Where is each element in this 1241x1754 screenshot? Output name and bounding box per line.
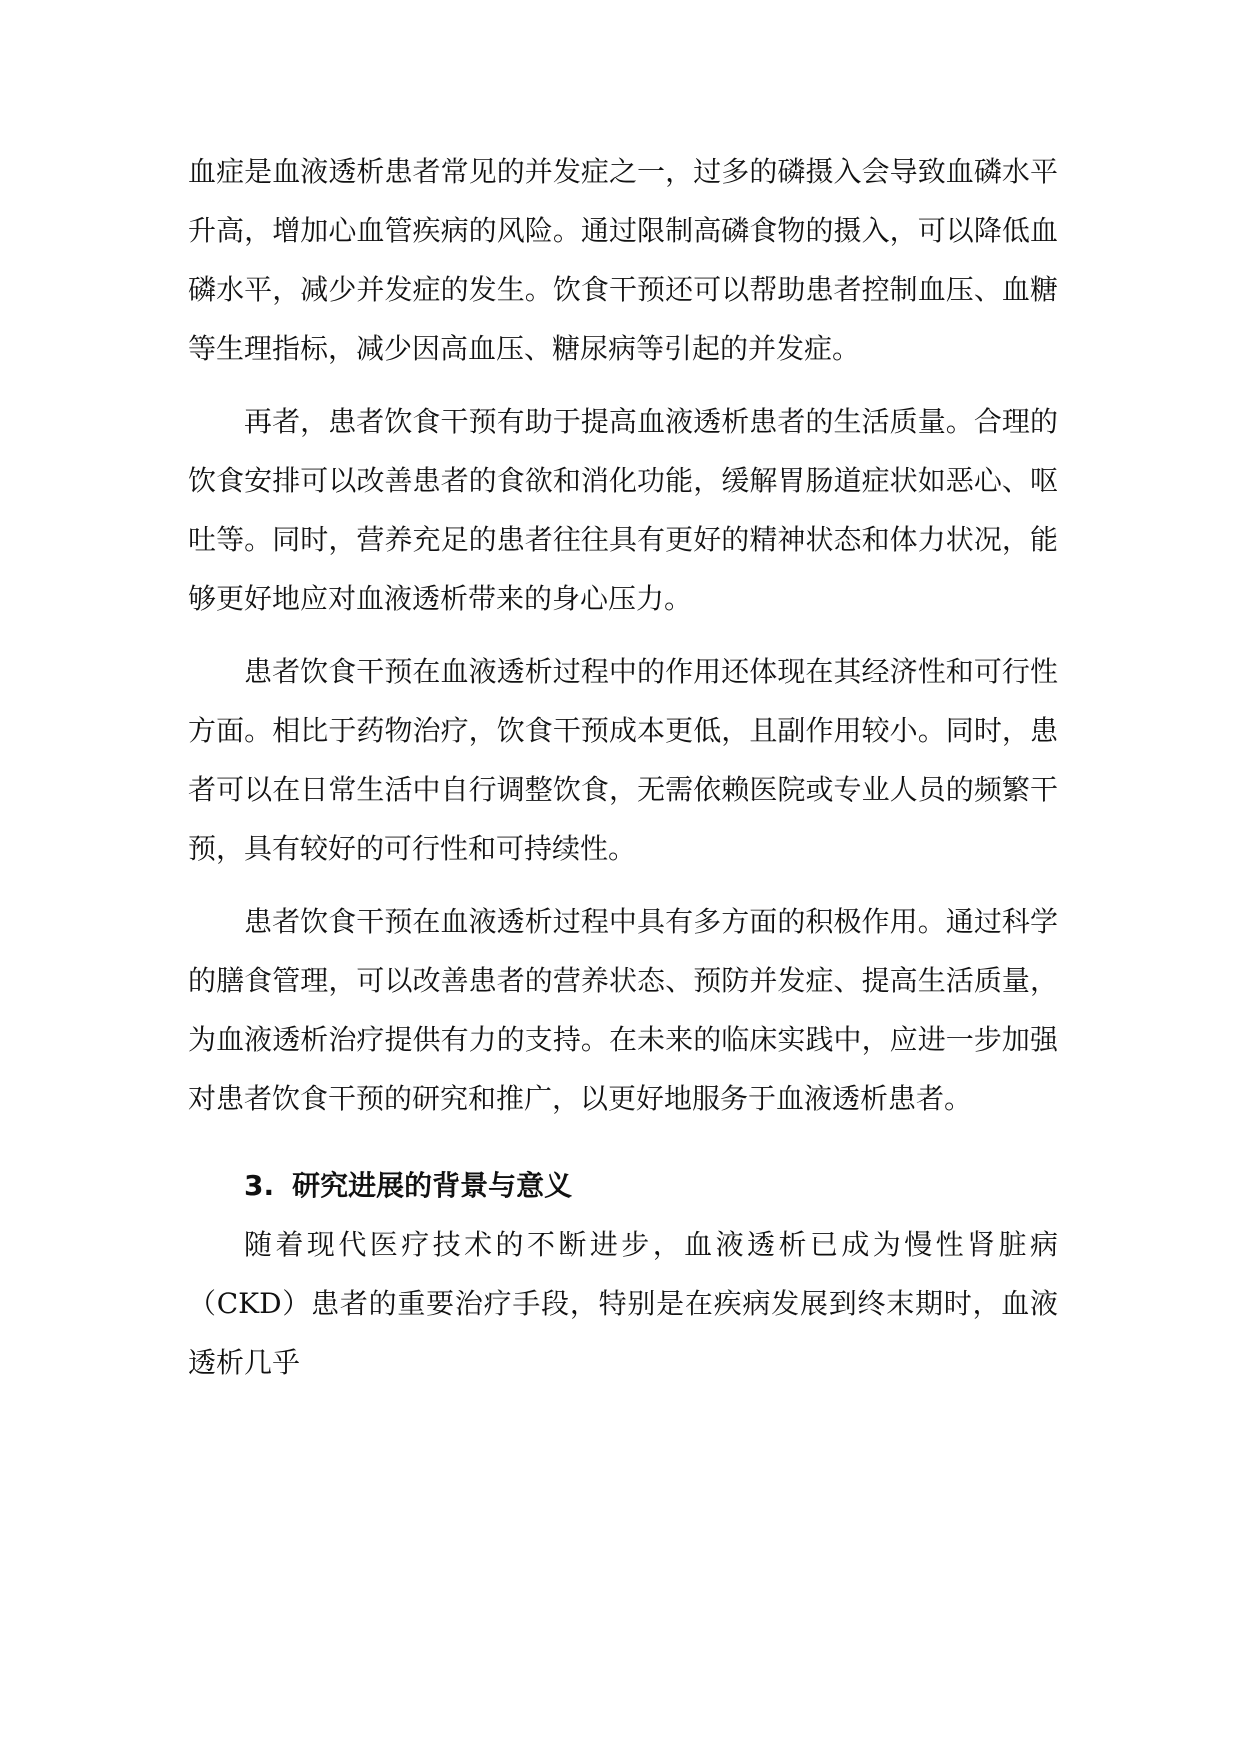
paragraph-summary: 患者饮食干预在血液透析过程中具有多方面的积极作用。通过科学的膳食管理，可以改善患者的营养状态、预防并发症、提高生活质量，为血液透析治疗提供有力的支持。在未来的临床实践中，应进一步加强对患者饮食干预的研究和推广，以更好地服务于血液透析患者。	[188, 905, 1058, 1115]
document-body	[188, 142, 1058, 1392]
section-heading	[188, 1156, 1058, 1215]
paragraph-section-intro: 随着现代医疗技术的不断进步，血液透析已成为慢性肾脏病（CKD）患者的重要治疗手段，特别是在疾病发展到终末期时，血液透析几乎	[188, 1228, 1058, 1379]
section-title: 研究进展的背景与意义	[292, 1169, 573, 1202]
paragraph-economy-feasibility: 患者饮食干预在血液透析过程中的作用还体现在其经济性和可行性方面。相比于药物治疗，饮食干预成本更低，且副作用较小。同时，患者可以在日常生活中自行调整饮食，无需依赖医院或专业人员的频繁干预，具有较好的可行性和可持续性。	[188, 655, 1058, 865]
paragraph-quality-of-life: 再者，患者饮食干预有助于提高血液透析患者的生活质量。合理的饮食安排可以改善患者的食欲和消化功能，缓解胃肠道症状如恶心、呕吐等。同时，营养充足的患者往往具有更好的精神状态和体力状况，能够更好地应对血液透析带来的身心压力。	[188, 405, 1058, 615]
paragraph-continuation: 血症是血液透析患者常见的并发症之一，过多的磷摄入会导致血磷水平升高，增加心血管疾病的风险。通过限制高磷食物的摄入，可以降低血磷水平，减少并发症的发生。饮食干预还可以帮助患者控制血压、血糖等生理指标，减少因高血压、糖尿病等引起的并发症。	[188, 155, 1058, 365]
section-number: 3.	[244, 1169, 275, 1202]
